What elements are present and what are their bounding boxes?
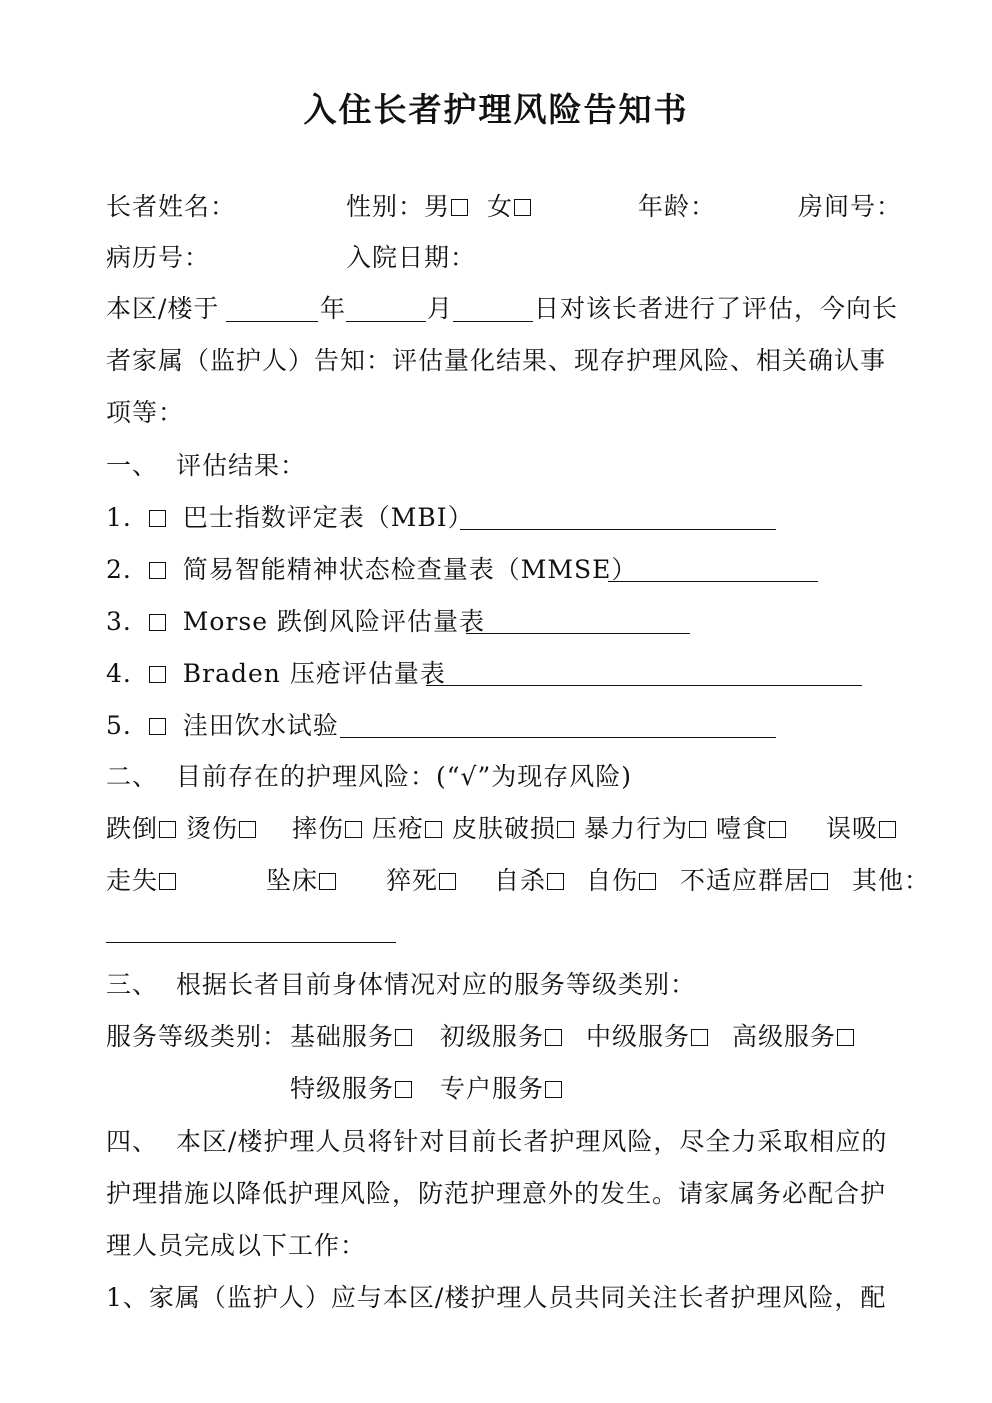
section2-heading: 目前存在的护理风险：(“√”为现存风险): [176, 762, 632, 791]
risk-checkbox[interactable]: [345, 821, 362, 838]
name-label: 长者姓名：: [106, 192, 237, 221]
risk-label: 坠床: [266, 866, 319, 895]
service-intermediate: [586, 1022, 708, 1052]
item-checkbox[interactable]: [149, 614, 166, 631]
risk-label: 噎食: [716, 814, 769, 843]
risk-scald: [186, 814, 256, 844]
gender-female-label: 女: [486, 192, 513, 221]
section4-line-2: 护理措施以降低护理风险，防范护理意外的发生。请家属务必配合护: [106, 1179, 887, 1208]
risk-label: 自伤: [586, 866, 639, 895]
male-checkbox[interactable]: [451, 199, 468, 216]
risk-sudden-death: [386, 866, 456, 896]
service-label: 高级服务: [732, 1022, 837, 1051]
assessment-item-4: [106, 659, 446, 689]
intro-day-suffix: 日对该长者进行了评估，今向长: [534, 294, 899, 323]
section4-line-1: 本区/楼护理人员将针对目前长者护理风险，尽全力采取相应的: [176, 1127, 888, 1156]
service-checkbox[interactable]: [395, 1081, 412, 1098]
risk-label: 自杀: [494, 866, 547, 895]
intro-year: 年: [320, 294, 347, 323]
item-2-blank[interactable]: [608, 581, 818, 582]
risk-label: 暴力行为: [584, 814, 689, 843]
intro-prefix: 本区/楼于: [106, 294, 220, 323]
item-number: 3.: [106, 607, 132, 636]
item-checkbox[interactable]: [149, 718, 166, 735]
service-label: 初级服务: [440, 1022, 545, 1051]
section4-line-3: 理人员完成以下工作：: [106, 1231, 367, 1260]
risk-skin-damage: [452, 814, 574, 844]
item-3-blank[interactable]: [466, 633, 690, 634]
service-primary: [440, 1022, 562, 1052]
service-special: [290, 1074, 412, 1104]
female-checkbox[interactable]: [514, 199, 531, 216]
risk-label: 皮肤破损: [452, 814, 557, 843]
section2-number: 二、: [106, 762, 159, 791]
assessment-item-5: [106, 711, 339, 741]
risk-checkbox[interactable]: [425, 821, 442, 838]
service-dedicated: [440, 1074, 562, 1104]
service-label: 基础服务: [290, 1022, 395, 1051]
risk-checkbox[interactable]: [879, 821, 896, 838]
risk-checkbox[interactable]: [159, 821, 176, 838]
risk-suicide: [494, 866, 564, 896]
record-label: 病历号：: [106, 243, 211, 272]
risk-checkbox[interactable]: [547, 873, 564, 890]
service-checkbox[interactable]: [837, 1029, 854, 1046]
service-checkbox[interactable]: [545, 1029, 562, 1046]
section4-item-1: 1、家属（监护人）应与本区/楼护理人员共同关注长者护理风险，配: [106, 1283, 887, 1312]
item-number: 4.: [106, 659, 132, 688]
risk-checkbox[interactable]: [769, 821, 786, 838]
risk-label: 压疮: [372, 814, 425, 843]
risk-group-maladjust: [680, 866, 828, 896]
assessment-item-1: [106, 503, 474, 533]
risk-label: 跌倒: [106, 814, 159, 843]
risk-label: 烫伤: [186, 814, 239, 843]
item-number: 1.: [106, 503, 132, 532]
service-basic: [290, 1022, 412, 1052]
gender-field: [346, 192, 531, 222]
item-4-blank[interactable]: [426, 685, 862, 686]
intro-line-3: 项等：: [106, 398, 185, 427]
service-label: 特级服务: [290, 1074, 395, 1103]
risk-other-label: 其他：: [852, 866, 931, 895]
section1-heading: 评估结果：: [176, 451, 307, 480]
service-advanced: [732, 1022, 854, 1052]
risk-checkbox[interactable]: [689, 821, 706, 838]
risk-label: 不适应群居: [680, 866, 811, 895]
risk-aspiration: [826, 814, 896, 844]
day-blank[interactable]: [453, 321, 533, 322]
risk-checkbox[interactable]: [319, 873, 336, 890]
item-number: 2.: [106, 555, 132, 584]
risk-fall-injury: [292, 814, 362, 844]
risk-pressure-sore: [372, 814, 442, 844]
item-1-blank[interactable]: [460, 529, 776, 530]
risk-self-harm: [586, 866, 656, 896]
intro-line-2: 者家属（监护人）告知：评估量化结果、现存护理风险、相关确认事: [106, 346, 887, 375]
risk-fall: [106, 814, 176, 844]
risk-label: 误吸: [826, 814, 879, 843]
item-label: 巴士指数评定表（MBI）: [182, 503, 474, 532]
assessment-item-3: [106, 607, 485, 637]
gender-male-label: 性别：男: [346, 192, 451, 221]
section3-number: 三、: [106, 970, 159, 999]
risk-checkbox[interactable]: [239, 821, 256, 838]
service-checkbox[interactable]: [691, 1029, 708, 1046]
risk-choking: [716, 814, 786, 844]
admit-date-label: 入院日期：: [346, 243, 477, 272]
intro-month: 月: [427, 294, 454, 323]
item-label: 简易智能精神状态检查量表（MMSE）: [182, 555, 638, 584]
risk-bed-fall: [266, 866, 336, 896]
risk-checkbox[interactable]: [811, 873, 828, 890]
risk-wandering: [106, 866, 176, 896]
month-blank[interactable]: [346, 321, 426, 322]
service-checkbox[interactable]: [545, 1081, 562, 1098]
age-label: 年龄：: [638, 192, 717, 221]
item-checkbox[interactable]: [149, 510, 166, 527]
risk-label: 走失: [106, 866, 159, 895]
item-5-blank[interactable]: [340, 737, 776, 738]
risk-checkbox[interactable]: [557, 821, 574, 838]
risk-checkbox[interactable]: [639, 873, 656, 890]
risk-label: 摔伤: [292, 814, 345, 843]
item-checkbox[interactable]: [149, 562, 166, 579]
risk-checkbox[interactable]: [159, 873, 176, 890]
year-blank[interactable]: [226, 321, 318, 322]
assessment-item-2: [106, 555, 637, 585]
item-checkbox[interactable]: [149, 666, 166, 683]
risk-checkbox[interactable]: [439, 873, 456, 890]
risk-label: 猝死: [386, 866, 439, 895]
section3-heading: 根据长者目前身体情况对应的服务等级类别：: [176, 970, 697, 999]
item-label: Braden 压疮评估量表: [182, 659, 446, 688]
item-label: Morse 跌倒风险评估量表: [182, 607, 485, 636]
service-level-label: 服务等级类别：: [106, 1022, 289, 1051]
room-label: 房间号：: [798, 192, 903, 221]
service-label: 专户服务: [440, 1074, 545, 1103]
service-checkbox[interactable]: [395, 1029, 412, 1046]
item-number: 5.: [106, 711, 132, 740]
service-label: 中级服务: [586, 1022, 691, 1051]
section4-number: 四、: [106, 1127, 159, 1156]
section1-number: 一、: [106, 451, 159, 480]
item-label: 洼田饮水试验: [182, 711, 339, 740]
risk-violence: [584, 814, 706, 844]
other-risk-blank[interactable]: [106, 942, 396, 943]
document-title: 入住长者护理风险告知书: [303, 90, 689, 129]
